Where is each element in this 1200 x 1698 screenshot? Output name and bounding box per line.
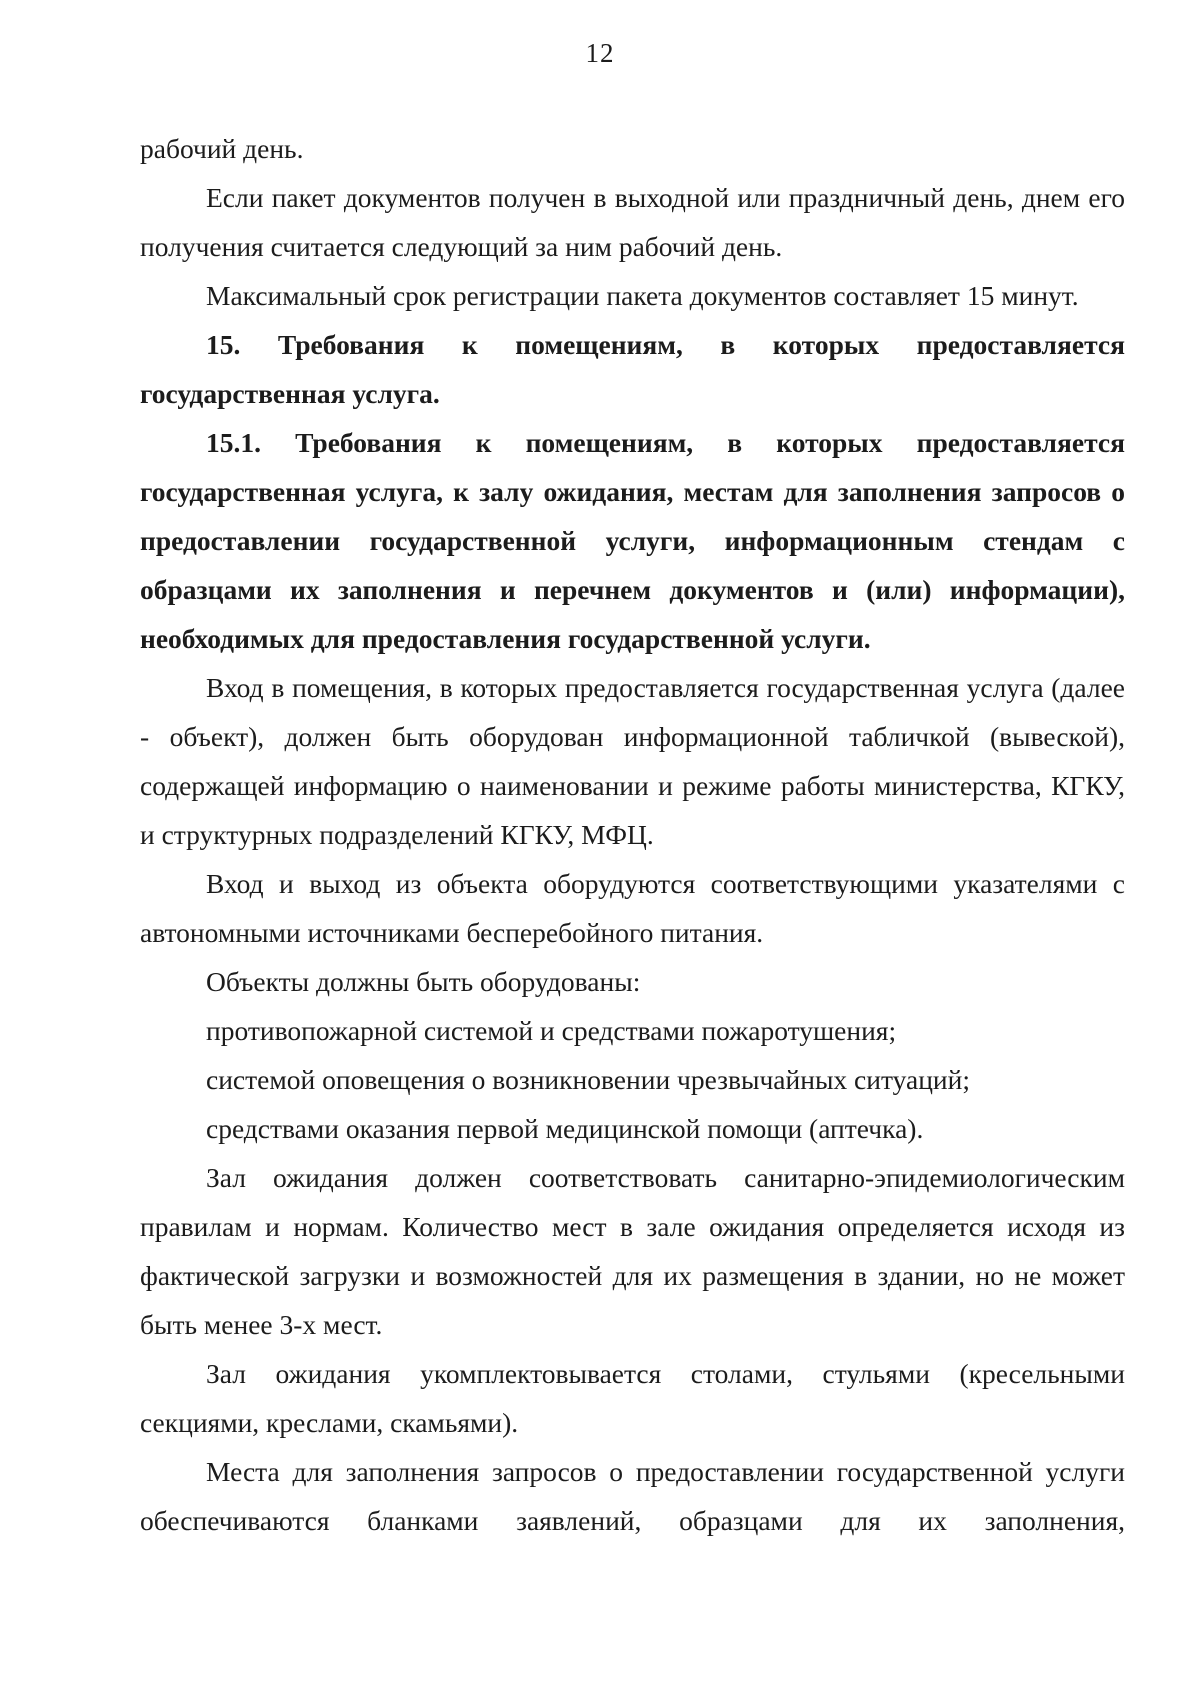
list-item-fire-system: противопожарной системой и средствами пожаротушения;	[206, 1015, 897, 1046]
paragraph-equipment-intro: Объекты должны быть оборудованы:	[206, 966, 641, 997]
section-heading-15: 15. Требования к помещениям, в которых предоставляется государственная услуга.	[140, 329, 1125, 409]
paragraph-continuation: рабочий день.	[140, 133, 304, 164]
document-body	[140, 124, 1125, 1545]
paragraph-entrance-sign: Вход в помещения, в которых предоставляется государственная услуга (далее - объект), должен быть оборудован информационной табличкой (вывеской), содержащей информацию о наименовании и режиме работы министерства, КГКУ, и структурных подразделений КГКУ, МФЦ.	[140, 672, 1125, 850]
section-heading-15-1: 15.1. Требования к помещениям, в которых предоставляется государственная услуга, к залу ожидания, местам для заполнения запросов о предоставлении государственной услуги, информационным стендам с образцами их заполнения и перечнем документов и (или) информации), необходимых для предоставления государственной услуги.	[140, 427, 1125, 654]
list-item-first-aid: средствами оказания первой медицинской помощи (аптечка).	[206, 1113, 924, 1144]
list-item-alert-system: системой оповещения о возникновении чрезвычайных ситуаций;	[206, 1064, 971, 1095]
paragraph-entrance-exit: Вход и выход из объекта оборудуются соответствующими указателями с автономными источниками бесперебойного питания.	[140, 868, 1125, 948]
paragraph-waiting-hall: Зал ожидания должен соответствовать санитарно-эпидемиологическим правилам и нормам. Количество мест в зале ожидания определяется исходя из фактической загрузки и возможностей для их размещения в здании, но не может быть менее 3-х мест.	[140, 1162, 1125, 1340]
paragraph-registration-term: Максимальный срок регистрации пакета документов составляет 15 минут.	[206, 280, 1079, 311]
paragraph-weekend-receipt: Если пакет документов получен в выходной или праздничный день, днем его получения считается следующий за ним рабочий день.	[140, 182, 1125, 262]
page-number: 12	[585, 38, 615, 68]
paragraph-waiting-furniture: Зал ожидания укомплектовывается столами, стульями (кресельными секциями, креслами, скамьями).	[140, 1358, 1125, 1438]
paragraph-request-places: Места для заполнения запросов о предоставлении государственной услуги обеспечиваются бланками заявлений, образцами для их заполнения,	[140, 1456, 1125, 1536]
